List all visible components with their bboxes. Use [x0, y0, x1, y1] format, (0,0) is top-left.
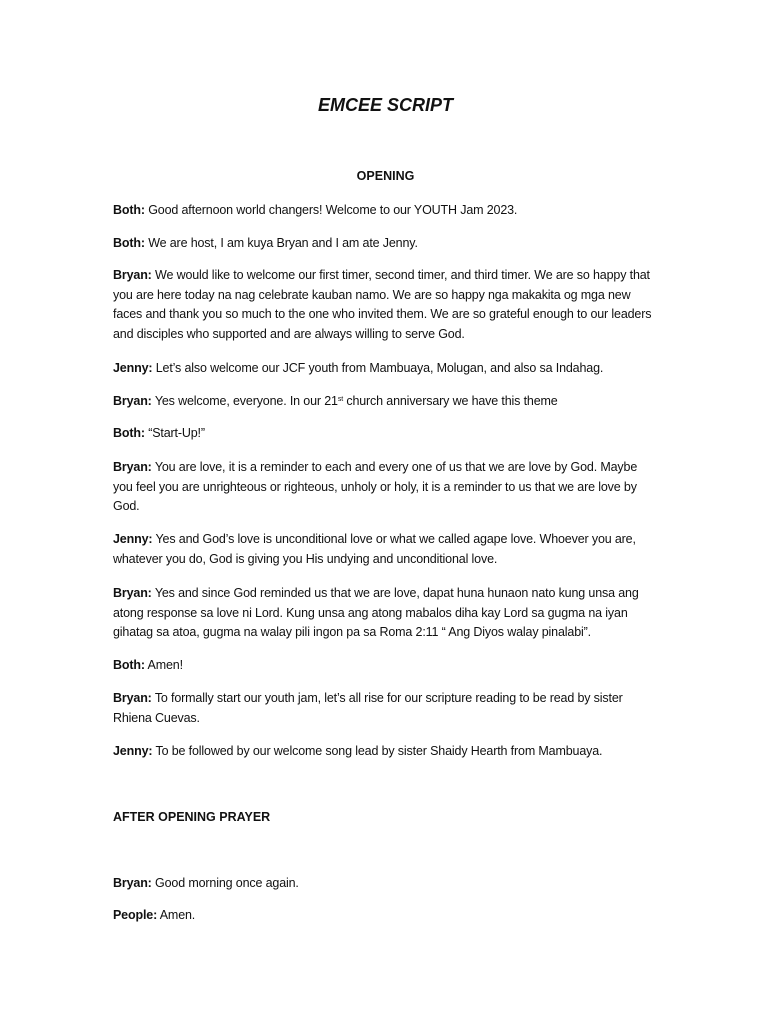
- speaker-label: Bryan:: [113, 876, 152, 890]
- line-text: We are host, I am kuya Bryan and I am ate Jenny.: [148, 236, 418, 250]
- speaker-label: Jenny:: [113, 744, 153, 758]
- line-text: To be followed by our welcome song lead by sister Shaidy Hearth from Mambuaya.: [155, 744, 603, 758]
- script-line: [113, 742, 658, 762]
- speaker-label: Both:: [113, 426, 145, 440]
- script-line: [113, 656, 658, 676]
- script-line: [113, 874, 658, 894]
- line-text: To formally start our youth jam, let’s all rise for our scripture reading to be read by sister Rhiena Cuevas.: [113, 691, 623, 725]
- speaker-label: Jenny:: [113, 361, 153, 375]
- script-line: [113, 266, 658, 344]
- line-text: Yes and since God reminded us that we are love, dapat huna hunaon nato kung unsa ang atong response sa love ni Lord. Kung unsa ang atong mabalos diha kay Lord sa gugma na iyan gihatag sa atoa, gugma na walay pili ingon pa sa Roma 2:11 “ Ang Diyos walay pinalabi”.: [113, 586, 639, 639]
- speaker-label: Both:: [113, 236, 145, 250]
- speaker-label: Bryan:: [113, 268, 152, 282]
- line-text: Yes welcome, everyone. In our 21: [154, 394, 338, 408]
- script-line: [113, 201, 658, 221]
- line-text: “Start-Up!”: [148, 426, 205, 440]
- speaker-label: People:: [113, 908, 158, 922]
- speaker-label: Bryan:: [113, 394, 152, 408]
- script-line: [113, 584, 658, 643]
- speaker-label: Bryan:: [113, 460, 152, 474]
- speaker-label: Bryan:: [113, 586, 152, 600]
- speaker-label: Jenny:: [113, 532, 153, 546]
- line-text: church anniversary we have this theme: [343, 394, 558, 408]
- script-line: [113, 359, 658, 379]
- line-text: Let’s also welcome our JCF youth from Mambuaya, Molugan, and also sa Indahag.: [155, 361, 604, 375]
- speaker-label: Both:: [113, 658, 145, 672]
- line-text: Amen.: [159, 908, 196, 922]
- speaker-label: Both:: [113, 203, 145, 217]
- script-line: [113, 530, 658, 569]
- script-line: [113, 392, 658, 412]
- section-heading-after-opening-prayer: AFTER OPENING PRAYER: [113, 810, 271, 824]
- script-line: [113, 906, 658, 926]
- line-text: Yes and God’s love is unconditional love or what we called agape love. Whoever you are, whatever you do, God is giving you His undying and unconditional love.: [113, 532, 636, 566]
- line-text: Amen!: [147, 658, 183, 672]
- script-line: [113, 424, 658, 444]
- document-title: EMCEE SCRIPT: [317, 95, 454, 115]
- line-text: Good morning once again.: [155, 876, 299, 890]
- line-text: We would like to welcome our first timer, second timer, and third timer. We are so happy that you are here today na nag celebrate kauban namo. We are so happy nga makakita og mga new faces and thank you so much to the one who invited them. We are so grateful enough to our leaders and disciples who supported and are always willing to serve God.: [113, 268, 652, 341]
- line-text: Good afternoon world changers! Welcome to our YOUTH Jam 2023.: [148, 203, 518, 217]
- script-line: [113, 458, 658, 517]
- line-text: You are love, it is a reminder to each and every one of us that we are love by God. Maybe you feel you are unrighteous or righteous, unholy or holy, it is a reminder to us that we are love by God.: [113, 460, 638, 513]
- script-line: [113, 234, 658, 254]
- script-line: [113, 689, 658, 728]
- ordinal-suffix: st: [337, 396, 344, 403]
- section-heading-opening: OPENING: [356, 169, 415, 183]
- speaker-label: Bryan:: [113, 691, 152, 705]
